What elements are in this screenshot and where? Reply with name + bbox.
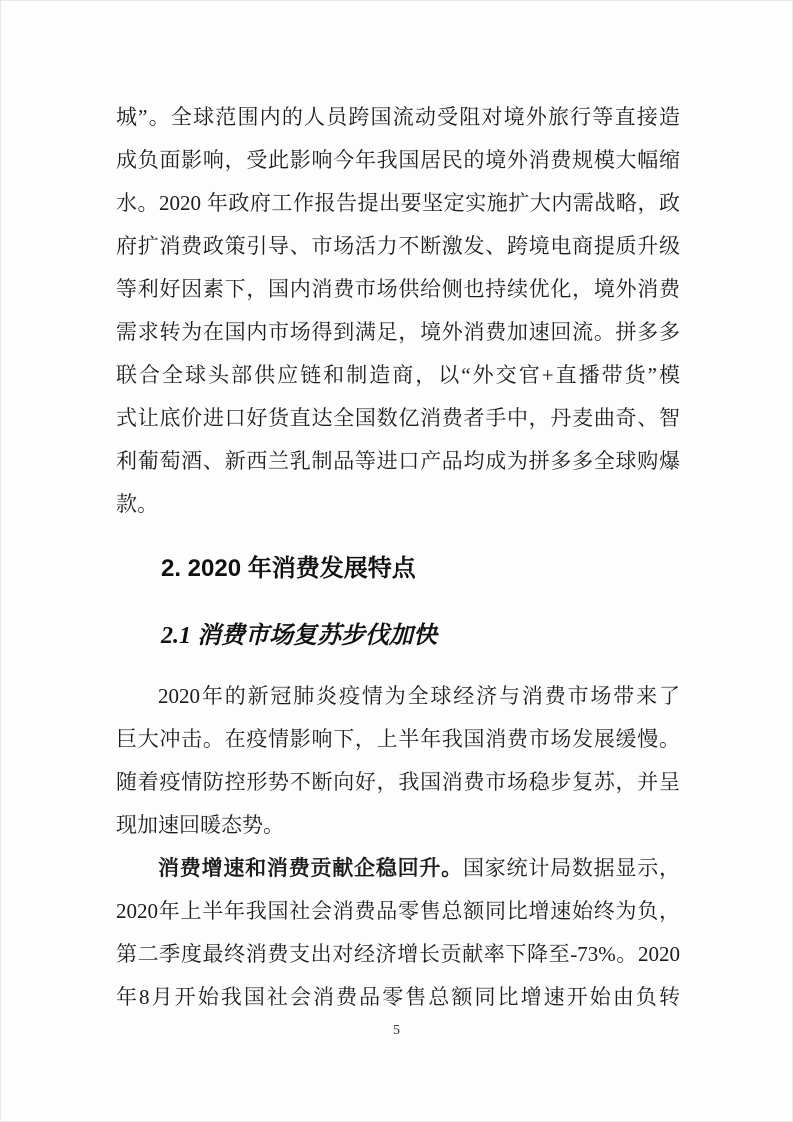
paragraph-line: 现加速回暖态势。 — [116, 813, 284, 837]
paragraph-line: 成负面影响，受此影响今年我国居民的境外消费规模大幅缩 — [116, 148, 680, 172]
paragraph-line: 式让底价进口好货直达全国数亿消费者手中，丹麦曲奇、智 — [116, 406, 680, 430]
page-content — [1, 1, 792, 1019]
paragraph-line: 需求转为在国内市场得到满足，境外消费加速回流。拼多多 — [116, 320, 680, 344]
paragraph-line: 2020年上半年我国社会消费品零售总额同比增速始终为负， — [116, 899, 680, 923]
paragraph-line: 第二季度最终消费支出对经济增长贡献率下降至-73%。2020 — [116, 942, 680, 966]
paragraph-text: 国家统计局数据显示， — [462, 856, 681, 880]
paragraph-line: 利葡萄酒、新西兰乳制品等进口产品均成为拼多多全球购爆 — [116, 449, 680, 473]
page-footer — [1, 1021, 792, 1041]
paragraph-line: 等利好因素下，国内消费市场供给侧也持续优化，境外消费 — [116, 277, 680, 301]
paragraph-line — [116, 847, 680, 890]
paragraph-line: 巨大冲击。在疫情影响下，上半年我国消费市场发展缓慢。 — [116, 727, 680, 751]
subsection-heading: 2.1 消费市场复苏步伐加快 — [161, 623, 437, 649]
paragraph-line: 联合全球头部供应链和制造商，以“外交官+直播带货”模 — [116, 363, 680, 387]
paragraph-line: 随着疫情防控形势不断向好，我国消费市场稳步复苏，并呈 — [116, 770, 680, 794]
paragraph-line: 款。 — [116, 492, 158, 516]
paragraph-line: 府扩消费政策引导、市场活力不断激发、跨境电商提质升级 — [116, 234, 680, 258]
paragraph-line: 城”。全球范围内的人员跨国流动受阻对境外旅行等直接造 — [116, 105, 680, 129]
paragraph-line: 年8月开始我国社会消费品零售总额同比增速开始由负转 — [116, 985, 680, 1009]
page-number: 5 — [393, 1023, 400, 1038]
bold-lead-sentence: 消费增速和消费贡献企稳回升。 — [158, 856, 463, 880]
section-heading: 2. 2020 年消费发展特点 — [161, 555, 416, 582]
paragraph-line: 2020年的新冠肺炎疫情为全球经济与消费市场带来了 — [158, 684, 680, 708]
paragraph-line: 水。2020 年政府工作报告提出要坚定实施扩大内需战略，政 — [116, 191, 680, 215]
